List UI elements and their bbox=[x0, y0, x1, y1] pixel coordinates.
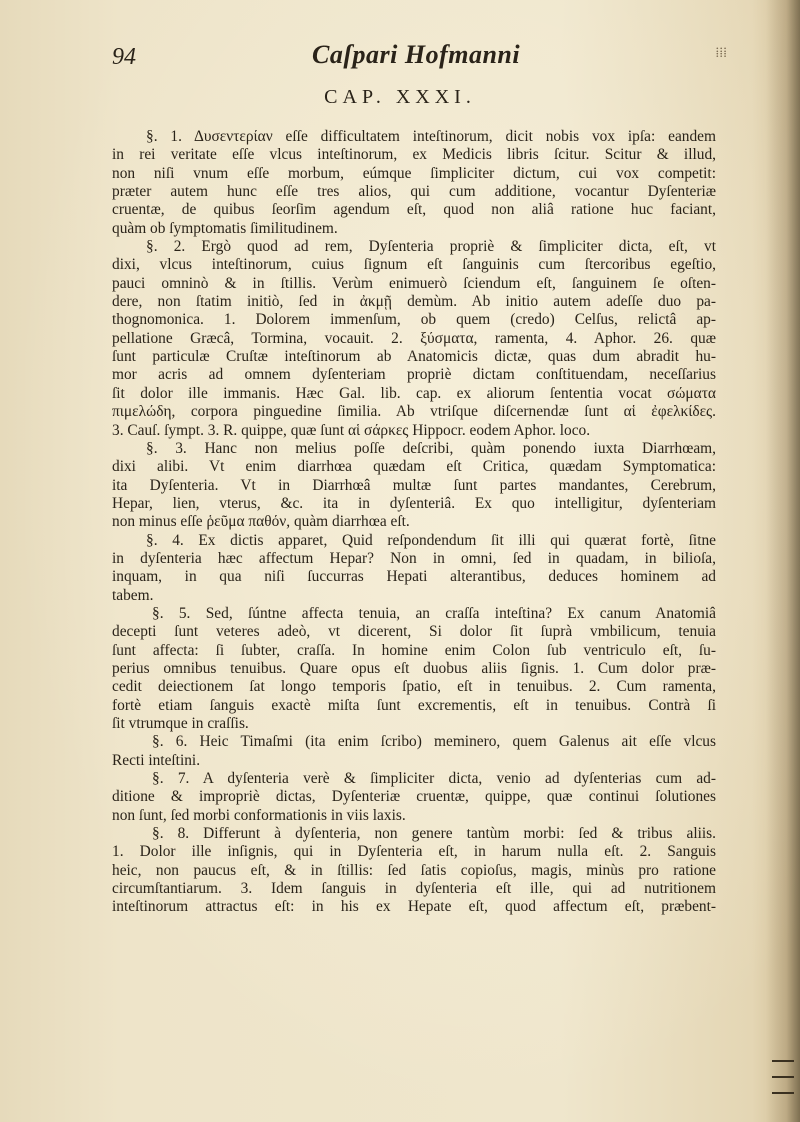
running-head: Caſpari Hofmanni bbox=[312, 40, 521, 69]
text-line: dixi alibi. Vt enim diarrhœa quædam eſt Critica, quædam Symptomatica: bbox=[112, 458, 716, 476]
text-line: pellatione Græcâ, Tormina, vocauit. 2. ξύσματα, ramenta, 4. Aphor. 26. quæ bbox=[112, 329, 716, 347]
text-line: Recti inteſtini. bbox=[112, 751, 201, 769]
text-line: dere, non ſtatim initiò, ſed in ἀκμῇ demùm. Ab initio autem adeſſe duo pa- bbox=[112, 293, 716, 311]
text-line: mor acris ad omnem dyſenteriam propriè dictam conſtituendam, neceſſarius bbox=[112, 366, 716, 384]
text-line: 1. Dolor ille inſignis, qui in Dyſenteria eſt, in harum nulla eſt. 2. Sanguis bbox=[112, 843, 716, 861]
ink-smudge-icon: ⁞⁞⁞ bbox=[715, 46, 727, 61]
body-text bbox=[112, 128, 716, 917]
text-line: §. 7. A dyſenteria verè & ſimpliciter dicta, venio ad dyſenterias cum ad- bbox=[152, 770, 716, 788]
text-line: 3. Cauſ. ſympt. 3. R. quippe, quæ ſunt αἱ σάρκες Hippocr. eodem Aphor. loco. bbox=[112, 421, 591, 439]
text-line: heic, non paucus eſt, & in ſtillis: ſed ſatis copioſus, magis, minùs pro ratione bbox=[112, 861, 716, 879]
page-number: 94 bbox=[112, 44, 136, 70]
text-line: §. 3. Hanc non melius poſſe deſcribi, quàm ponendo iuxta Diarrhœam, bbox=[146, 439, 716, 457]
text-line: circumſtantiarum. 3. Idem ſanguis in dyſenteria eſt ille, qui ad nutritionem bbox=[112, 880, 716, 898]
text-line: inteſtinorum attractus eſt: in his ex Hepate eſt, quod affectum eſt, præbent- bbox=[112, 898, 716, 916]
text-line: tabem. bbox=[112, 586, 154, 604]
gutter-mark bbox=[772, 1076, 794, 1078]
chapter-title: CAP. XXXI. bbox=[324, 86, 476, 108]
text-line: ſunt affecta: ſi ſubter, craſſa. In homine enim Colon ſub ventriculo eſt, ſu- bbox=[112, 641, 716, 659]
text-line: §. 4. Ex dictis apparet, Quid reſpondendum ſit illi qui quærat fortè, ſitne bbox=[146, 531, 716, 549]
text-line: §. 6. Heic Timaſmi (ita enim ſcribo) meminero, quem Galenus ait eſſe vlcus bbox=[152, 733, 716, 751]
text-line: fortè etiam ſanguis exactè miſta ſunt excrementis, eſt in tenuibus. Contrà ſi bbox=[112, 696, 716, 714]
text-line: inquam, in qua niſi ſuccurras Hepati alterantibus, deduces hominem ad bbox=[112, 568, 716, 586]
text-line: ſunt particulæ Cruſtæ inteſtinorum ab Anatomicis dictæ, quas dum abradit hu- bbox=[112, 348, 716, 366]
text-line: cedit deiectionem ſat longo temporis ſpatio, eſt in tenuibus. 2. Cum ramenta, bbox=[112, 678, 716, 696]
text-line: non niſi vnum eſſe morbum, eúmque ſimpliciter dictum, cui vox competit: bbox=[112, 164, 716, 182]
text-line: ita Dyſenteria. Vt in Diarrhœâ multæ ſunt partes mandantes, Cerebrum, bbox=[112, 476, 716, 494]
gutter-mark bbox=[772, 1092, 794, 1094]
text-line: pauci omninò & in ſtillis. Verùm enimuerò ſciendum eſt, ſanguinem ſe oſten- bbox=[112, 274, 716, 292]
text-line: ſit vtrumque in craſſis. bbox=[112, 715, 249, 732]
text-line: πιμελώδη, corpora pinguedine ſimilia. Ab vtriſque diſcernendæ ſunt αἱ ἐφελκίδες. bbox=[112, 403, 716, 421]
text-line: quàm ob ſymptomatis ſimilitudinem. bbox=[112, 219, 338, 237]
text-line: §. 1. Δυσεντερίαν eſſe difficultatem inteſtinorum, dicit nobis vox ipſa: eandem bbox=[146, 128, 716, 145]
text-line: non minus eſſe ῥεῦμα παθόν, quàm diarrhœa eſt. bbox=[112, 513, 410, 531]
text-line: in dyſenteria hæc affectum Hepar? Non in omni, ſed in quadam, in bilioſa, bbox=[112, 549, 716, 567]
text-line: non ſunt, ſed morbi conformationis in viis laxis. bbox=[112, 806, 406, 824]
text-line: §. 8. Differunt à dyſenteria, non genere tantùm morbi: ſed & tribus aliis. bbox=[152, 825, 716, 843]
text-line: thognomonica. 1. Dolorem immenſum, ob quem (credo) Celſus, relictâ ap- bbox=[112, 311, 716, 329]
text-line: §. 2. Ergò quod ad rem, Dyſenteria propriè & ſimpliciter dicta, eſt, vt bbox=[146, 238, 716, 256]
page-gutter-shadow bbox=[766, 0, 800, 1122]
text-line: ditione & impropriè dictas, Dyſenteriæ cruentæ, quippe, quæ continui ſolutiones bbox=[112, 788, 716, 806]
text-line: decepti ſunt veteres adeò, vt dicerent, Si dolor ſit ſuprà vmbilicum, tenuia bbox=[112, 623, 716, 641]
text-line: Hepar, lien, vterus, &c. ita in dyſenteriâ. Ex quo intelligitur, dyſenteriam bbox=[112, 494, 716, 512]
text-line: cruentæ, de quibus ſeorſim agendum eſt, quod non aliâ ratione huc faciant, bbox=[112, 201, 716, 219]
text-line: §. 5. Sed, ſúntne affecta tenuia, an craſſa inteſtina? Ex canum Anatomiâ bbox=[152, 604, 716, 622]
text-line: dixi, vlcus inteſtinorum, cuius ſignum eſt ſanguinis cum ſtercoribus egeſtio, bbox=[112, 256, 716, 274]
gutter-mark bbox=[772, 1060, 794, 1062]
text-line: ſit dolor ille immanis. Hæc Gal. lib. cap. ex aliorum ſententia vocat σώματα bbox=[112, 384, 716, 402]
text-line: præter autem hunc eſſe tres alios, qui cum additione, vocantur Dyſenteriæ bbox=[112, 183, 716, 201]
text-line: in rei veritate eſſe vlcus inteſtinorum, ex Medicis libris ſcitur. Scitur & illud, bbox=[112, 146, 716, 164]
page-header bbox=[112, 40, 727, 80]
text-line: perius omnibus tenuibus. Quare opus eſt duobus aliis ſignis. 1. Cum dolor præ- bbox=[112, 659, 716, 677]
